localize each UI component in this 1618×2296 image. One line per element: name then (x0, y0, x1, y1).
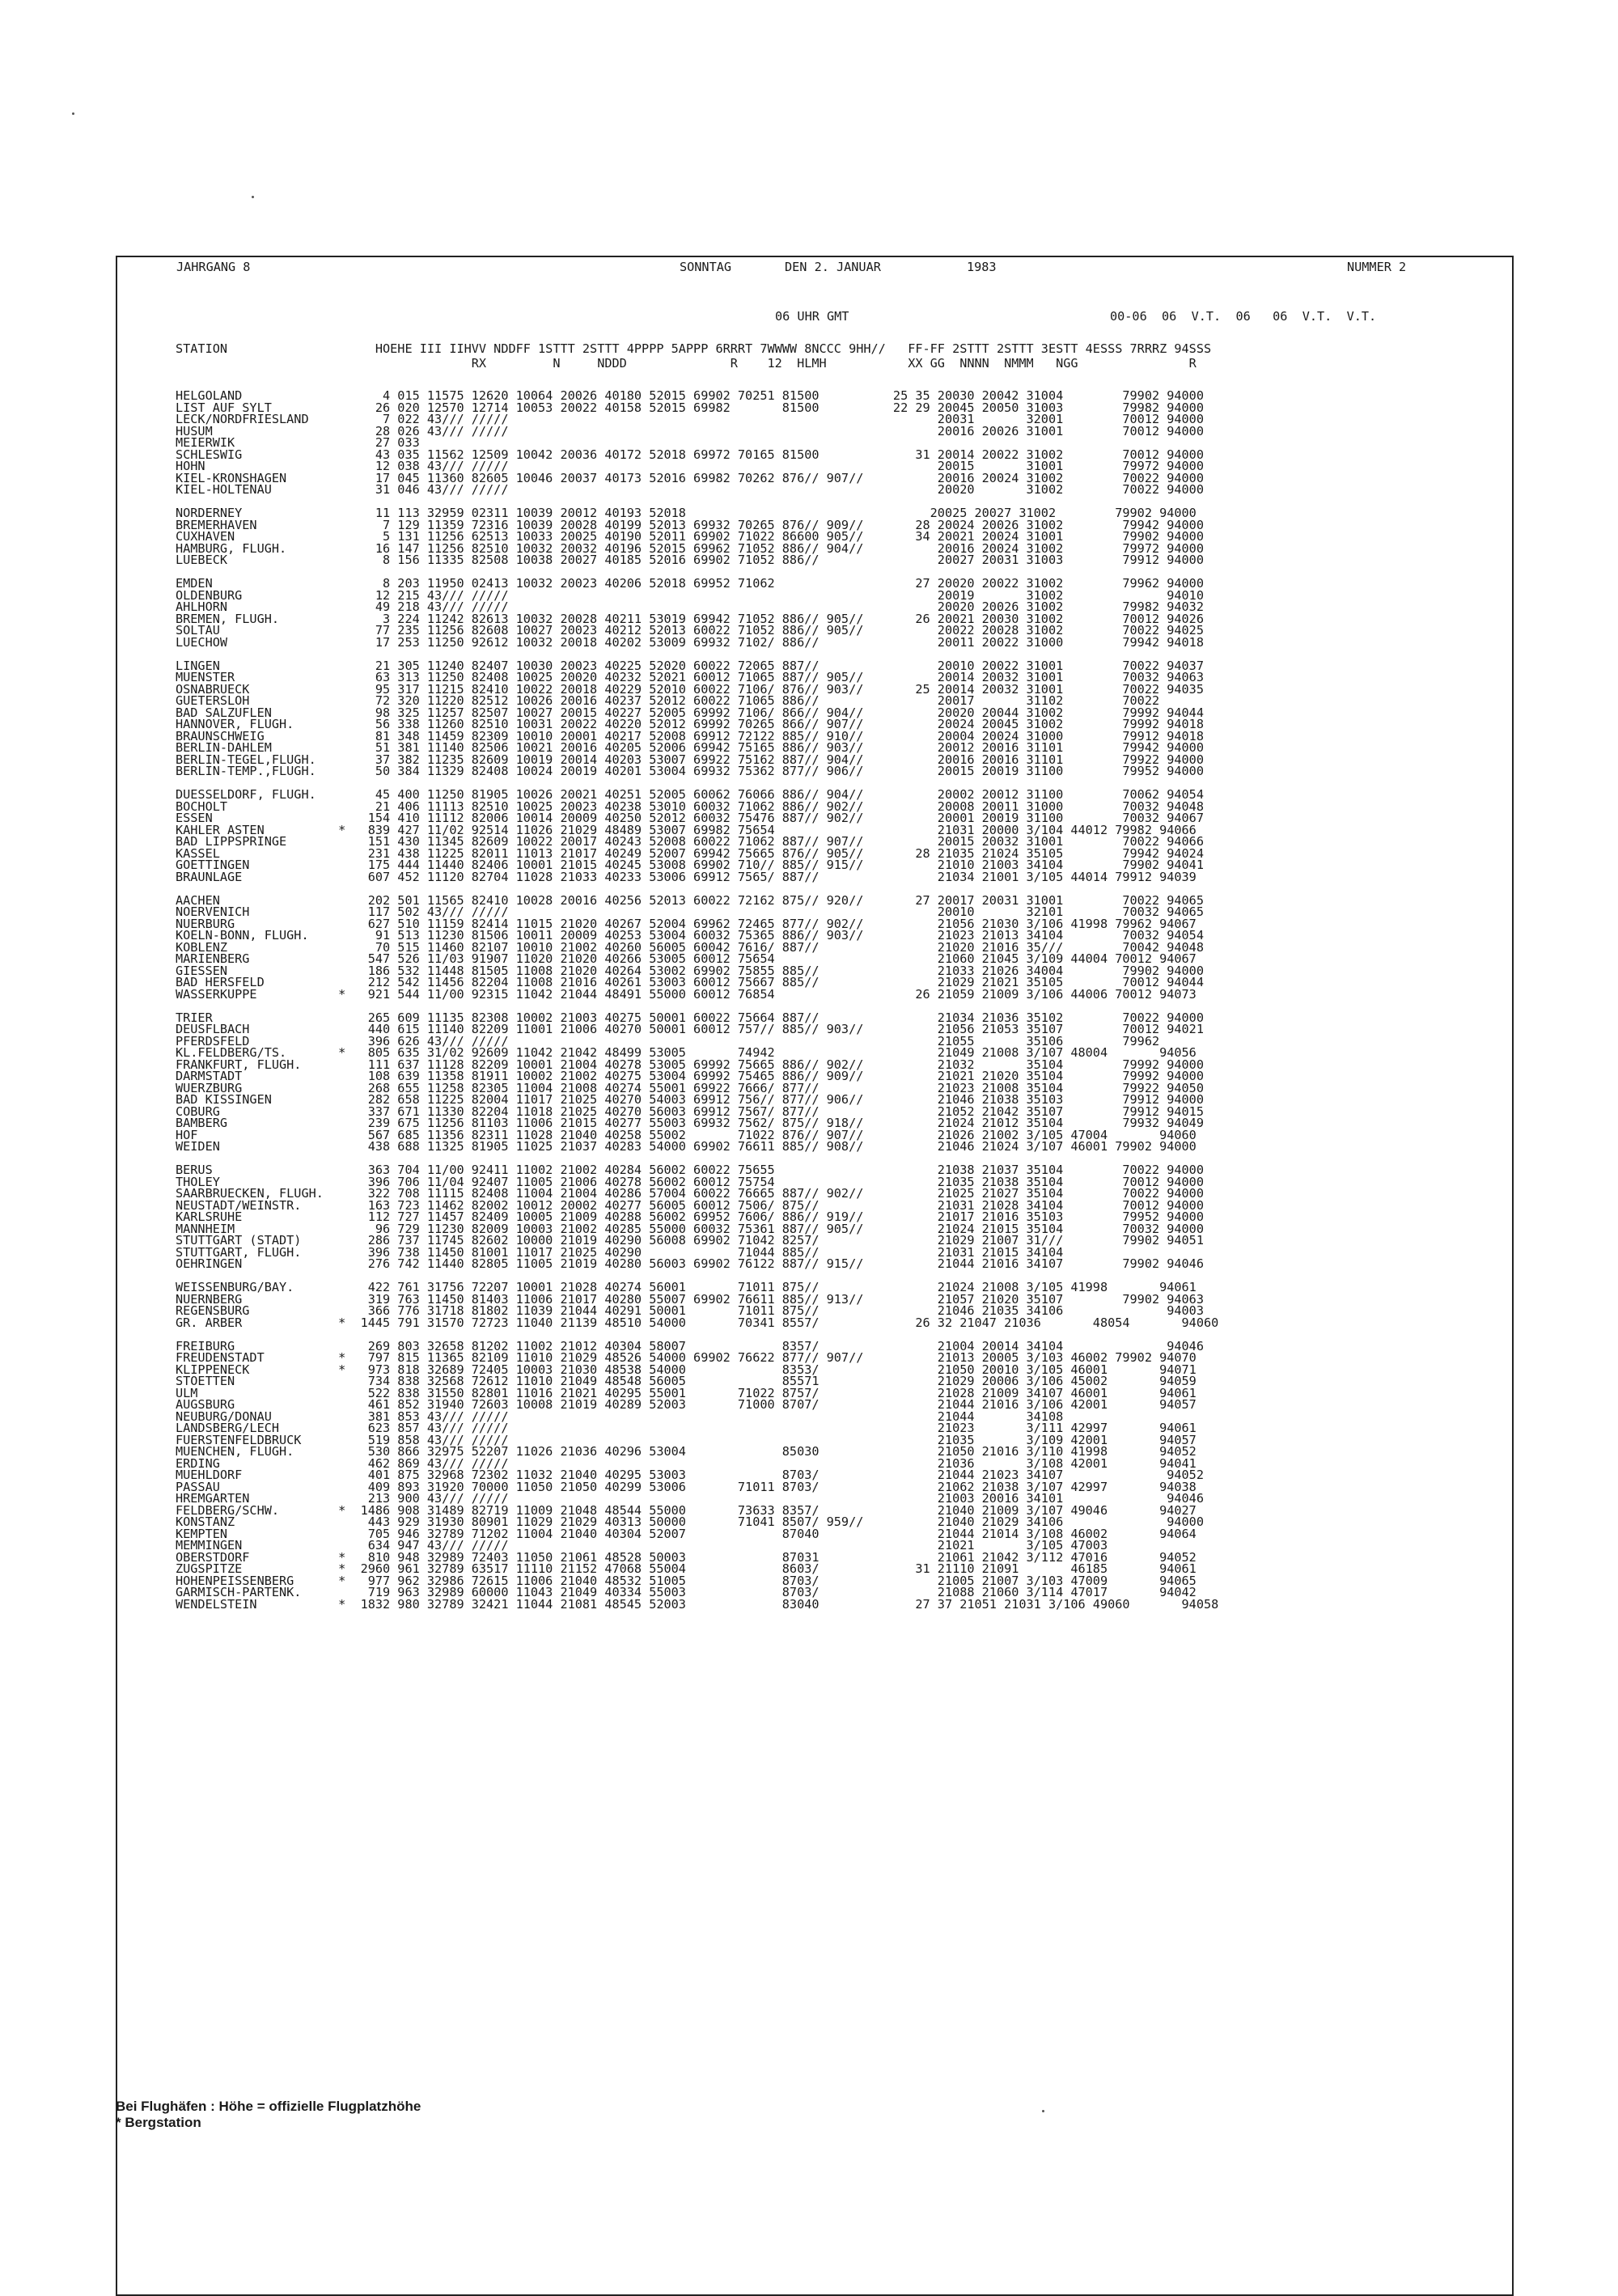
station-row: LANDSBERG/LECH 623 857 43/// ///// 21023 3/111 42997 94061 (176, 1421, 1197, 1435)
station-row: SAARBRUECKEN, FLUGH. 322 708 11115 82408 11004 21004 40286 57004 60022 76665 887// 902// 21025 21027 35104 70022 94000 (176, 1186, 1204, 1201)
station-row: GIESSEN 186 532 11448 81505 11008 21020 40264 53002 69902 75855 885// 21033 21026 34004 79902 94000 (176, 963, 1204, 978)
station-row: BOCHOLT 21 406 11113 82510 10025 20023 40238 53010 60032 71062 886// 902// 20008 20011 31000 70032 94048 (176, 799, 1204, 814)
station-row: NUERNBERG 319 763 11450 81403 11006 21017 40280 55007 69902 76611 885// 913// 21057 21020 35107 79902 94063 (176, 1291, 1204, 1307)
station-row: HUSUM 28 026 43/// ///// 20016 20026 31001 70012 94000 (176, 423, 1204, 438)
station-row: BERLIN-DAHLEM 51 381 11140 82506 10021 20016 40205 52006 69942 75165 886// 903// 20012 20016 31101 79942 94000 (176, 740, 1204, 755)
station-row: MEIERWIK 27 033 (176, 435, 420, 450)
station-row: KASSEL 231 438 11225 82011 11013 21017 40249 52007 69942 75665 876// 905// 28 21035 21024 35105 79942 94024 (176, 845, 1204, 861)
station-row: AACHEN 202 501 11565 82410 10028 20016 40256 52013 60022 72162 875// 920// 27 20017 20031 31001 70022 94065 (176, 892, 1204, 908)
weekday-label: SONNTAG (680, 260, 732, 274)
station-row: FRANKFURT, FLUGH. 111 637 11128 82209 10001 21004 40278 53005 69992 75665 886// 902// 21032 35104 79992 94000 (176, 1057, 1204, 1072)
station-row: BERLIN-TEGEL,FLUGH. 37 382 11235 82609 10019 20014 40203 53007 69922 75162 887// 904// 20016 20016 31101 79922 94000 (176, 752, 1204, 767)
station-row: WEISSENBURG/BAY. 422 761 31756 72207 10001 21028 40274 56001 71011 875// 21024 21008 3/105 41998 94061 (176, 1280, 1197, 1294)
station-row: DARMSTADT 108 639 11358 81911 10002 21002 40275 53004 69992 75465 886// 909// 21021 21020 35104 79992 94000 (176, 1069, 1204, 1083)
station-row: LIST AUF SYLT 26 020 12570 12714 10053 20022 40158 52015 69982 81500 22 29 20045 20050 31003 79982 94000 (176, 400, 1204, 415)
station-row: ESSEN 154 410 11112 82006 10014 20009 40250 52012 60032 75476 887// 902// 20001 20019 31100 70032 94067 (176, 811, 1204, 825)
station-row: ULM 522 838 31550 82801 11016 21021 40295 55001 71022 8757/ 21028 21009 34107 46001 94061 (176, 1385, 1197, 1400)
station-row: KIEL-KRONSHAGEN 17 045 11360 82605 10046 20037 40173 52016 69982 70262 876// 907// 20016 20024 31002 70022 94000 (176, 470, 1204, 485)
station-row: MANNHEIM 96 729 11230 82009 10003 21002 40285 55000 60032 75361 887// 905// 21024 21015 35104 70032 94000 (176, 1221, 1204, 1236)
station-row: HANNOVER, FLUGH. 56 338 11260 82510 10031 20022 40220 52012 69992 70265 866// 907// 20024 20045 31002 79992 94018 (176, 717, 1204, 731)
station-row: ERDING 462 869 43/// ///// 21036 3/108 42001 94041 (176, 1455, 1197, 1471)
station-row: BAMBERG 239 675 11256 81103 11006 21015 40277 55003 69932 7562/ 875// 918// 21024 21012 35104 79932 94049 (176, 1116, 1204, 1130)
station-row: KOBLENZ 70 515 11460 82107 10010 21002 40260 56005 60042 7616/ 887// 21020 21016 35/// 70042 94048 (176, 939, 1204, 955)
station-row: BRAUNLAGE 607 452 11120 82704 11028 21033 40233 53006 69912 7565/ 887// 21034 21001 3/105 44014 79912 94039 (176, 869, 1197, 884)
station-row: DUESSELDORF, FLUGH. 45 400 11250 81905 10026 20021 40251 52005 60062 76066 886// 904// 20002 20012 31100 70062 94054 (176, 787, 1204, 802)
station-row: LINGEN 21 305 11240 82407 10030 20023 40225 52020 60022 72065 887// 20010 20022 31001 70022 94037 (176, 658, 1204, 673)
station-row: GOETTINGEN 175 444 11440 82406 10001 21015 40245 53008 69902 710// 885// 915// 21010 21003 34104 79902 94041 (176, 858, 1204, 872)
station-row: WEIDEN 438 688 11325 81905 11025 21037 40283 54000 69902 76611 885// 908// 21046 21024 3/107 46001 79902 94000 (176, 1139, 1197, 1154)
station-row: BERLIN-TEMP.,FLUGH. 50 384 11329 82408 10024 20019 40201 53004 69932 75362 877// 906// 20015 20019 31100 79952 94000 (176, 764, 1204, 778)
station-row: KIEL-HOLTENAU 31 046 43/// ///// 20020 31002 70022 94000 (176, 482, 1204, 497)
station-row: KAHLER ASTEN * 839 427 11/02 92514 11026 21029 48489 53007 69982 75654 21031 20000 3/104 44012 79982 94066 (176, 822, 1197, 837)
station-row: KOELN-BONN, FLUGH. 91 513 11230 81506 10011 20009 40253 53004 60032 75365 886// 903// 21023 21013 34104 70032 94054 (176, 928, 1204, 943)
station-row: NEUSTADT/WEINSTR. 163 723 11462 82002 10012 20002 40277 56005 60012 7506/ 875// 21031 21028 34104 70012 94000 (176, 1197, 1204, 1213)
station-row: HAMBURG, FLUGH. 16 147 11256 82510 10032 20032 40196 52015 69962 71052 886// 904// 20016 20024 31002 79972 94000 (176, 540, 1204, 556)
station-row: KARLSRUHE 112 727 11457 82409 10005 21009 40288 56002 69952 7606/ 886// 919// 21017 21016 35103 79952 94000 (176, 1209, 1204, 1224)
station-row: OSNABRUECK 95 317 11215 82410 10022 20018 40229 52010 60022 7106/ 876// 903// 25 20014 20032 31001 70022 94035 (176, 681, 1204, 697)
station-row: WASSERKUPPE * 921 544 11/00 92315 11042 21044 48491 55000 60012 76854 26 21059 21009 3/106 44006 70012 94073 (176, 986, 1197, 1002)
station-row: COBURG 337 671 11330 82204 11018 21025 40270 56003 69912 7567/ 877// 21052 21042 35107 79912 94015 (176, 1104, 1204, 1119)
station-row: WENDELSTEIN * 1832 980 32789 32421 11044 21081 48545 52003 83040 27 37 21051 21031 3/106 49060 94058 (176, 1596, 1219, 1612)
station-row: GARMISCH-PARTENK. 719 963 32989 60000 11043 21049 40334 55003 8703/ 21088 21060 3/114 47017 94042 (176, 1585, 1197, 1599)
station-row: PFERDSFELD 396 626 43/// ///// 21055 35106 79962 (176, 1033, 1160, 1048)
station-row: KL.FELDBERG/TS. * 805 635 31/02 92609 11042 21042 48499 53005 74942 21049 21008 3/107 48004 94056 (176, 1045, 1197, 1060)
station-row: MUENCHEN, FLUGH. 530 866 32975 52207 11026 21036 40296 53004 85030 21050 21016 3/110 41998 94052 (176, 1444, 1197, 1459)
station-row: THOLEY 396 706 11/04 92407 11005 21006 40278 56002 60012 75754 21035 21038 35104 70012 94000 (176, 1174, 1204, 1189)
station-row: DEUSFLBACH 440 615 11140 82209 11001 21006 40270 50001 60012 757// 885// 903// 21056 21053 35107 70012 94021 (176, 1022, 1204, 1036)
station-row: REGENSBURG 366 776 31718 81802 11039 21044 40291 50001 71011 875// 21046 21035 34106 94003 (176, 1303, 1204, 1318)
station-row: LUECHOW 17 253 11250 92612 10032 20018 40202 53009 69932 7102/ 886// 20011 20022 31000 79942 94018 (176, 634, 1204, 650)
station-row: LUEBECK 8 156 11335 82508 10038 20027 40185 52016 69902 71052 886// 20027 20031 31003 79912 94000 (176, 553, 1204, 567)
station-row: MEMMINGEN 634 947 43/// ///// 21021 3/105 47003 (176, 1538, 1108, 1553)
station-row: FREIBURG 269 803 32658 81202 11002 21012 40304 58007 8357/ 21004 20014 34104 94046 (176, 1338, 1204, 1353)
station-row: TRIER 265 609 11135 82308 10002 21003 40275 50001 60022 75664 887// 21034 21036 35102 70022 94000 (176, 1010, 1204, 1025)
station-row: MUENSTER 63 313 11250 82408 10025 20020 40232 52021 60012 71065 887// 905// 20014 20032 31001 70032 94063 (176, 670, 1204, 684)
footnote-airport-height: Bei Flughäfen : Höhe = offizielle Flugplatzhöhe (116, 2099, 421, 2114)
station-row: SOLTAU 77 235 11256 82608 10027 20023 40212 52013 60022 71052 886// 905// 20022 20028 31002 70022 94025 (176, 623, 1204, 638)
station-row: STOETTEN 734 838 32568 72612 11010 21049 48548 56005 85571 21029 20006 3/106 45002 94059 (176, 1374, 1197, 1388)
column-headers-line2: RX N NDDD R 12 HLMH XX GG NNNN NMMM NGG R (176, 356, 1197, 371)
station-row: EMDEN 8 203 11950 02413 10032 20023 40206 52018 69952 71062 27 20020 20022 31002 79962 94000 (176, 576, 1204, 591)
station-row: FREUDENSTADT * 797 815 11365 82109 11010 21029 48526 54000 69902 76622 877// 907// 21013 20005 3/103 46002 79902 94070 (176, 1350, 1197, 1365)
station-row: ZUGSPITZE * 2960 961 32789 63517 11110 21152 47068 55004 8603/ 31 21110 21091 46185 94061 (176, 1561, 1197, 1576)
station-row: BREMERHAVEN 7 129 11359 72316 10039 20028 40199 52013 69932 70265 876// 909// 28 20024 20026 31002 79942 94000 (176, 517, 1204, 532)
extra-groups-heading: 00-06 06 V.T. 06 06 V.T. V.T. (1110, 309, 1377, 324)
station-row: MARIENBERG 547 526 11/03 91907 11020 21020 40266 53005 60012 75654 21060 21045 3/109 44004 70012 94067 (176, 951, 1197, 966)
station-row: KONSTANZ 443 929 31930 80901 11029 21029 40313 50000 71041 8507/ 959// 21040 21029 34106 94000 (176, 1514, 1204, 1529)
station-row: KEMPTEN 705 946 32789 71202 11004 21040 40304 52007 87040 21044 21014 3/108 46002 94064 (176, 1526, 1197, 1541)
station-row: HREMGARTEN 213 900 43/// ///// 21003 20016 34101 94046 (176, 1491, 1204, 1506)
station-row: HOF 567 685 11356 82311 11028 21040 40258 55002 71022 876// 907// 21026 21002 3/105 47004 94060 (176, 1127, 1197, 1142)
station-row: WUERZBURG 268 655 11258 82305 11004 21008 40274 55001 69922 7666/ 877// 21023 21008 35104 79922 94050 (176, 1080, 1204, 1095)
volume-label: JAHRGANG 8 (176, 260, 251, 274)
scan-speck (252, 196, 254, 198)
footnote-mountain-station: * Bergstation (116, 2115, 201, 2130)
station-row: BRAUNSCHWEIG 81 348 11459 82309 10010 20001 40217 52008 69912 72122 885// 910// 20004 20024 31000 79912 94018 (176, 728, 1204, 743)
station-row: NORDERNEY 11 113 32959 02311 10039 20012 40193 52018 20025 20027 31002 79902 94000 (176, 506, 1197, 520)
station-row: FUERSTENFELDBRUCK 519 858 43/// ///// 21035 3/109 42001 94057 (176, 1432, 1197, 1447)
year-label: 1983 (967, 260, 997, 274)
station-row: STUTTGART, FLUGH. 396 738 11450 81001 11017 21025 40290 71044 885// 21031 21015 34104 (176, 1244, 1064, 1260)
station-row: BREMEN, FLUGH. 3 224 11242 82613 10032 20028 40211 53019 69942 71052 886// 905// 26 20021 20030 31002 70012 94026 (176, 611, 1204, 626)
date-label: DEN 2. JANUAR (785, 260, 881, 274)
station-row: OLDENBURG 12 215 43/// ///// 20019 31002 94010 (176, 587, 1204, 603)
station-row: NOERVENICH 117 502 43/// ///// 20010 32101 70032 94065 (176, 904, 1204, 919)
station-row: MUEHLDORF 401 875 32968 72302 11032 21040 40295 53003 8703/ 21044 21023 34107 94052 (176, 1468, 1204, 1482)
station-table (176, 390, 1218, 1610)
station-row: PASSAU 409 893 31920 70000 11050 21050 40299 53006 71011 8703/ 21062 21038 3/107 42997 94038 (176, 1479, 1197, 1494)
station-row: SCHLESWIG 43 035 11562 12509 10042 20036 40172 52018 69972 70165 81500 31 20014 20022 31002 70012 94000 (176, 447, 1204, 462)
station-row: HOHN 12 038 43/// ///// 20015 31001 79972 94000 (176, 459, 1204, 473)
column-headers-line1: STATION HOEHE III IIHVV NDDFF 1STTT 2STTT 4PPPP 5APPP 6RRRT 7WWWW 8NCCC 9HH// FF-FF 2STTT 2STTT 3ESTT 4ESSS 7RRRZ 94SSS (176, 341, 1212, 356)
station-row: BAD LIPPSPRINGE 151 430 11345 82609 10022 20017 40243 52008 60022 71062 887// 907// 20015 20032 31001 70022 94066 (176, 834, 1204, 849)
station-row: NUERBURG 627 510 11159 82414 11015 21020 40267 52004 69962 72465 877// 902// 21056 21030 3/106 41998 79962 94067 (176, 916, 1197, 931)
station-row: BAD KISSINGEN 282 658 11225 82004 11017 21025 40270 54003 69912 756// 877// 906// 21046 21038 35103 79912 94000 (176, 1092, 1204, 1107)
station-row: FELDBERG/SCHW. * 1486 908 31489 82719 11009 21048 48544 55000 73633 8357/ 21040 21009 3/107 49046 94027 (176, 1502, 1197, 1518)
station-row: GUETERSLOH 72 320 11220 82512 10026 20016 40237 52012 60022 71065 886// 20017 31102 70022 (176, 693, 1160, 708)
station-row: BAD SALZUFLEN 98 325 11257 82507 10027 20015 40227 52005 69992 7106/ 866// 904// 20020 20044 31002 79992 94044 (176, 705, 1204, 720)
station-row: HELGOLAND 4 015 11575 12620 10064 20026 40180 52015 69902 70251 81500 25 35 20030 20042 31004 79902 94000 (176, 388, 1204, 403)
station-row: AUGSBURG 461 852 31940 72603 10008 21019 40289 52003 71000 8707/ 21044 21016 3/106 42001 94057 (176, 1397, 1197, 1412)
station-row: OBERSTDORF * 810 948 32989 72403 11050 21061 48528 50003 87031 21061 21042 3/112 47016 94052 (176, 1549, 1197, 1565)
scan-speck (1042, 2110, 1044, 2112)
station-row: LECK/NORDFRIESLAND 7 022 43/// ///// 20031 32001 70012 94000 (176, 412, 1204, 426)
station-row: OEHRINGEN 276 742 11440 82805 11005 21019 40280 56003 69902 76122 887// 915// 21044 21016 34107 79902 94046 (176, 1256, 1204, 1271)
station-row: KLIPPENECK * 973 818 32689 72405 10003 21030 48538 54000 8353/ 21050 20010 3/105 46001 94071 (176, 1362, 1197, 1377)
station-row: BAD HERSFELD 212 542 11456 82204 11008 21016 40261 53003 60012 75667 885// 21029 21021 35105 70012 94044 (176, 975, 1204, 989)
station-row: GR. ARBER * 1445 791 31570 72723 11040 21139 48510 54000 70341 8557/ 26 32 21047 21036 48054 94060 (176, 1315, 1219, 1330)
observation-time-heading: 06 UHR GMT (775, 309, 849, 324)
station-row: CUXHAVEN 5 131 11256 62513 10033 20025 40190 52011 69902 71022 86600 905// 34 20021 20024 31001 79902 94000 (176, 529, 1204, 544)
station-row: NEUBURG/DONAU 381 853 43/// ///// 21044 34108 (176, 1409, 1064, 1424)
station-row: BERUS 363 704 11/00 92411 11002 21002 40284 56002 60022 75655 21038 21037 35104 70022 94000 (176, 1163, 1204, 1177)
scan-speck (72, 112, 74, 115)
station-row: HOHENPEISSENBERG * 977 962 32986 72615 11006 21040 48532 51005 8703/ 21005 21007 3/103 47009 94065 (176, 1573, 1197, 1588)
station-row: STUTTGART (STADT) 286 737 11745 82602 10000 21019 40290 56008 69902 71042 8257/ 21029 21007 31/// 79902 94051 (176, 1233, 1204, 1248)
station-row: AHLHORN 49 218 43/// ///// 20020 20026 31002 79982 94032 (176, 599, 1204, 614)
issue-number-label: NUMMER 2 (1347, 260, 1407, 274)
